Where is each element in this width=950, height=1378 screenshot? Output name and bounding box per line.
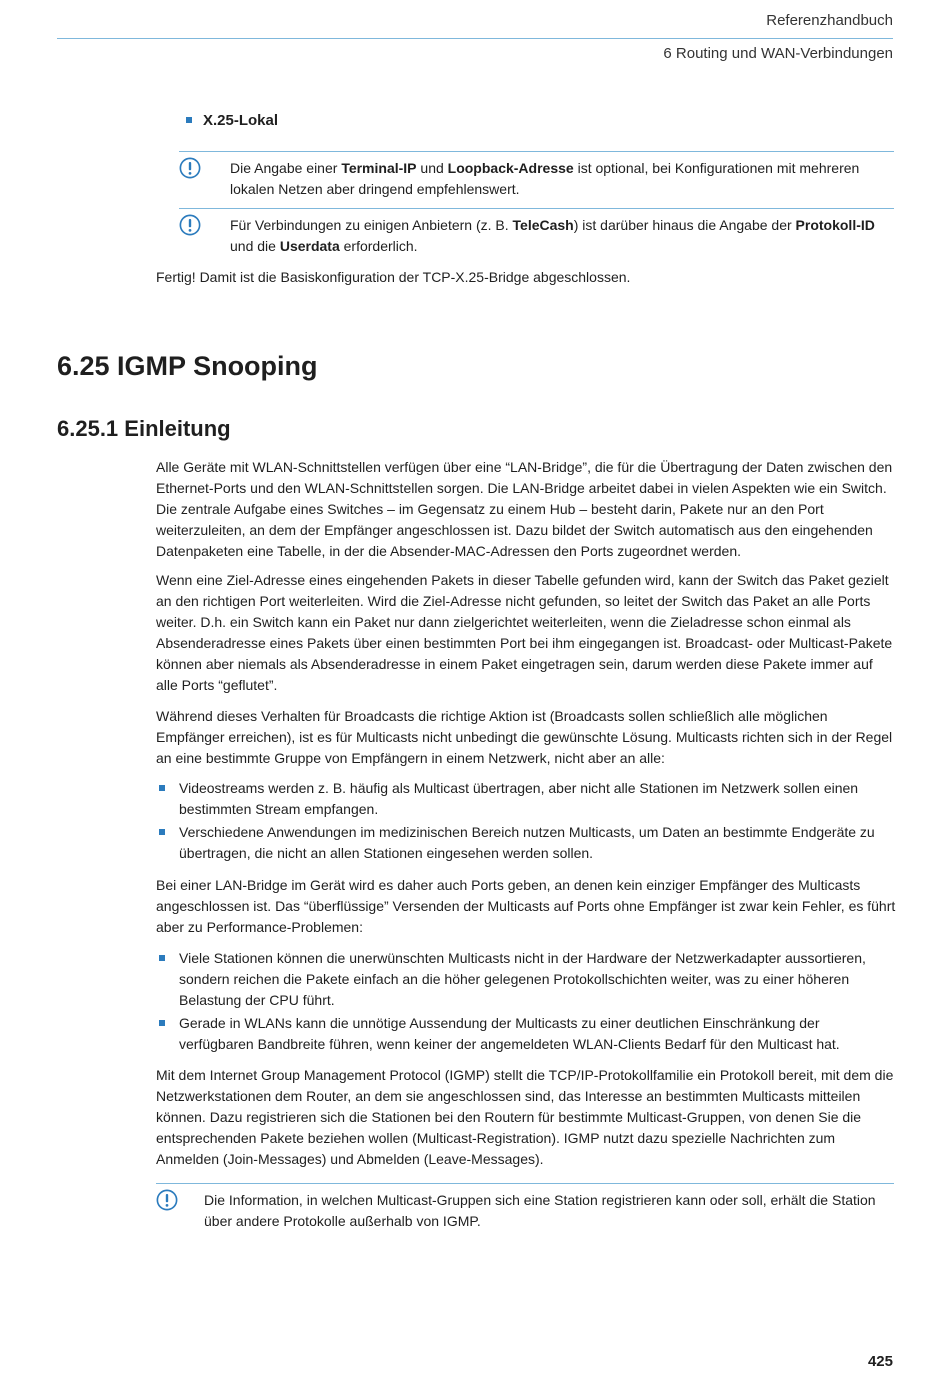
exclamation-circle-icon (156, 1189, 178, 1211)
list-item-text: Gerade in WLANs kann die unnötige Aussendung der Multicasts zu einer deutlichen Einschränkung der verfügbaren Bandbreite führen, wenn keiner der angemeldeten WLAN-Clients Bedarf für den Multicast hat. (179, 1015, 840, 1052)
note-bold-term: TeleCash (512, 217, 574, 233)
exclamation-circle-icon (179, 157, 201, 179)
list-item-text: Videostreams werden z. B. häufig als Multicast übertragen, aber nicht alle Stationen im Netzwerk sollen einen bestimmten Stream empfangen. (179, 780, 859, 817)
paragraph: Bei einer LAN-Bridge im Gerät wird es daher auch Ports geben, an denen kein einziger Empfänger des Multicasts angeschlossen ist. Das “überflüssige” Versenden der Multicasts auf Ports ohne Empfänger ist zwar kein Fehler, es führt aber zu Performance-Problemen: (156, 877, 896, 935)
note-text (230, 215, 894, 257)
list-item (179, 778, 896, 820)
note-bold-term: Userdata (279, 238, 340, 254)
note-text-fragment: ist optional, bei Konfigurationen mit mehreren lokalen Netzen aber dringend empfehlenswert. (230, 160, 860, 197)
note-bold-term: Terminal-IP (341, 160, 417, 176)
note-box (179, 151, 894, 202)
list-item (179, 822, 896, 864)
list-item (179, 1013, 896, 1055)
note-bold-term: Protokoll-ID (795, 217, 875, 233)
square-bullet-icon (159, 829, 165, 835)
page-number: 425 (867, 1353, 893, 1370)
paragraph-done: Fertig! Damit ist die Basiskonfiguration der TCP-X.25-Bridge abgeschlossen. (156, 269, 631, 285)
note-text: Die Information, in welchen Multicast-Gruppen sich eine Station registrieren kann oder soll, erhält die Station über andere Protokolle außerhalb von IGMP. (204, 1192, 876, 1229)
list-item-text: Verschiedene Anwendungen im medizinischen Bereich nutzen Multicasts, um Daten an bestimmte Endgeräte zu übertragen, die nicht an allen Stationen eingesehen werden sollen. (179, 824, 875, 861)
list-item-text: Viele Stationen können die unerwünschten Multicasts nicht in der Hardware der Netzwerkadapter aussortieren, sondern reichen die Pakete einfach an die höher gelegenen Protokollschichten weiter, was zu einer höheren Belastung der CPU führt. (179, 950, 866, 1008)
square-bullet-icon (159, 785, 165, 791)
paragraph: Wenn eine Ziel-Adresse eines eingehenden Pakets in dieser Tabelle gefunden wird, kann der Switch das Paket gezielt an den richtigen Port weiterleiten. Wird die Ziel-Adresse nicht gefunden, so leitet der Switch das Paket an alle Ports weiter. D.h. ein Switch kann ein Paket nur dann zielgerichtet weiterleiten, wenn die Zieladresse schon einmal als Absenderadresse eines Pakets über einen bestimmten Port bei ihm eingegangen ist. Broadcast- oder Multicast-Pakete können aber niemals als Absenderadresse in einem Paket eingetragen sein, darum werden diese Pakete immer auf alle Ports “geflutet”. (156, 572, 893, 693)
square-bullet-icon (186, 117, 192, 123)
subsection-title: 6.25.1 Einleitung (57, 416, 231, 441)
paragraph: Alle Geräte mit WLAN-Schnittstellen verfügen über eine “LAN-Bridge”, die für die Übertragung der Daten zwischen den Ethernet-Ports und den WLAN-Schnittstellen sorgen. Die LAN-Bridge arbeitet dabei in vielen Aspekten wie ein Switch. Die zentrale Aufgabe eines Switches – im Gegensatz zu einem Hub – besteht darin, Pakete nur an den Port weiterzuleiten, an dem der Empfänger angeschlossen ist. Dazu bildet der Switch automatisch aus den eingehenden Datenpaketen eine Tabelle, in der die Absender-MAC-Adressen den Ports zugeordnet werden. (156, 459, 893, 559)
exclamation-circle-icon (179, 214, 201, 236)
note-box (179, 208, 894, 259)
note-bold-term: Loopback-Adresse (447, 160, 574, 176)
bullet-item-x25-lokal (186, 112, 278, 129)
note-text-fragment: und die (230, 238, 280, 254)
bullet-item-label: X.25-Lokal (203, 112, 279, 129)
note-text (230, 158, 894, 200)
list-item (179, 948, 896, 1011)
running-header-title: Referenzhandbuch (766, 12, 893, 29)
note-box (156, 1183, 894, 1234)
note-text-fragment: ) ist darüber hinaus die Angabe der (573, 217, 796, 233)
note-text-fragment: Für Verbindungen zu einigen Anbietern (z. B. (230, 217, 513, 233)
header-rule (57, 38, 893, 39)
running-header-chapter: 6 Routing und WAN-Verbindungen (663, 45, 893, 62)
square-bullet-icon (159, 955, 165, 961)
paragraph: Mit dem Internet Group Management Protocol (IGMP) stellt die TCP/IP-Protokollfamilie ein Protokoll bereit, mit dem die Netzwerkstationen dem Router, an dem sie angeschlossen sind, das Interesse an bestimmten Multicasts mitteilen können. Dazu registrieren sich die Stationen bei den Routern für bestimmte Multicast-Gruppen, von denen Sie die entsprechenden Pakete beziehen wollen (Multicast-Registration). IGMP nutzt dazu spezielle Nachrichten zum Anmelden (Join-Messages) und Abmelden (Leave-Messages). (156, 1067, 894, 1167)
note-text-fragment: erforderlich. (339, 238, 418, 254)
square-bullet-icon (159, 1020, 165, 1026)
paragraph: Während dieses Verhalten für Broadcasts die richtige Aktion ist (Broadcasts sollen schließlich alle möglichen Empfänger erreichen), ist es für Multicasts nicht unbedingt die gewünschte Lösung. Multicasts richten sich in der Regel an eine bestimmte Gruppe von Empfängern in einem Netzwerk, nicht aber an alle: (156, 708, 893, 766)
note-text-fragment: und (416, 160, 448, 176)
note-text-fragment: Die Angabe einer (230, 160, 342, 176)
section-title: 6.25 IGMP Snooping (57, 351, 318, 381)
